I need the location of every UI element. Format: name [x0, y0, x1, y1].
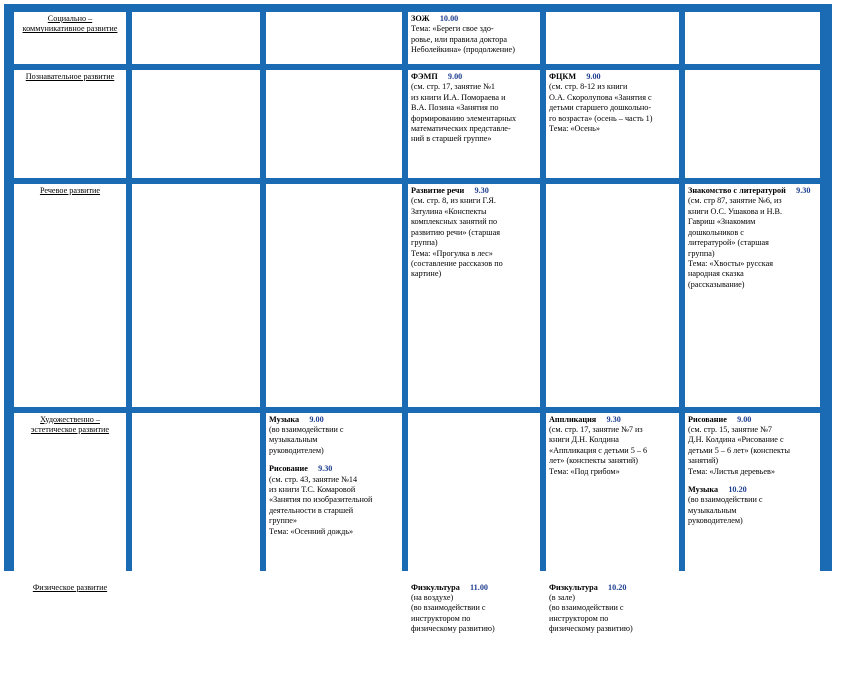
area-label: Художественно – эстетическое развитие: [14, 413, 126, 575]
schedule-cell: [266, 184, 402, 407]
schedule-cell: [408, 581, 540, 689]
activity-block: [269, 464, 399, 537]
activity-title: ЗОЖ: [411, 14, 430, 23]
schedule-cell: [266, 70, 402, 178]
schedule-row: [14, 413, 826, 575]
schedule-row: [14, 12, 826, 64]
schedule-cell: [546, 581, 679, 689]
activity-time: 11.00: [470, 582, 489, 592]
activity-block: [549, 583, 676, 635]
activity-header: [688, 485, 817, 495]
activity-title: Рисование: [269, 464, 308, 474]
schedule-cell: [132, 413, 260, 575]
activity-title: Физкультура: [411, 582, 460, 592]
schedule-cell: [132, 581, 260, 689]
activity-time: 10.20: [608, 582, 627, 592]
activity-title: ФЭМП: [411, 72, 438, 81]
activity-header: [549, 72, 676, 82]
activity-time: 9.30: [796, 186, 811, 196]
activity-time: 10.00: [439, 14, 459, 23]
schedule-cell: [266, 581, 402, 689]
schedule-cell: [546, 184, 679, 407]
activity-time: 9.00: [586, 72, 601, 81]
activity-block: [411, 186, 537, 280]
schedule-cell: [266, 413, 402, 575]
activity-title: Музыка: [688, 485, 719, 495]
schedule-cell: [408, 184, 540, 407]
spacer: [460, 583, 470, 592]
spacer: [299, 415, 309, 424]
activity-title: Физкультура: [549, 582, 598, 592]
schedule-cell: [685, 581, 820, 689]
activity-time: 9.30: [318, 464, 333, 474]
area-label: Речевое развитие: [14, 184, 126, 407]
activity-block: [411, 14, 537, 56]
activity-details: (во взаимодействии с музыкальным руководителем): [269, 425, 344, 455]
activity-header: [688, 415, 817, 425]
activity-block: [688, 485, 817, 527]
activity-header: [269, 415, 399, 425]
activity-block: [549, 415, 676, 477]
schedule-row: [14, 581, 826, 689]
schedule-table: [8, 6, 832, 695]
schedule-cell: [546, 413, 679, 575]
schedule-cell: [685, 70, 820, 178]
activity-block: [549, 72, 676, 134]
schedule-cell: [546, 70, 679, 178]
activity-time: 9.00: [737, 414, 752, 424]
activity-details: (в зале) (во взаимодействии с инструктором по физическому развитию): [549, 593, 633, 634]
activity-details: (см. стр. 17, занятие №1 из книги И.А. Помораева и В.А. Позина «Занятия по формированию элементарных математических представле- ний в старшей группе»: [411, 82, 517, 144]
activity-block: [688, 186, 817, 290]
activity-title: Музыка: [269, 414, 300, 424]
spacer: [598, 583, 608, 592]
activity-details: Тема: «Береги свое здо- ровье, или правила доктора Неболейкина» (продолжение): [411, 24, 515, 55]
activity-title: Знакомство с литературой: [688, 186, 786, 196]
schedule-cell: [266, 12, 402, 64]
activity-title: ФЦКМ: [549, 72, 577, 81]
activity-header: [269, 464, 399, 474]
activity-block: [411, 72, 537, 145]
activity-title: Рисование: [688, 414, 727, 424]
schedule-row: [14, 184, 826, 407]
activity-header: [411, 72, 537, 82]
activity-header: [411, 186, 537, 196]
schedule-cell: [685, 184, 820, 407]
activity-time: 9.00: [309, 414, 324, 424]
activity-time: 9.30: [606, 414, 621, 424]
spacer: [727, 415, 737, 424]
activity-block: [411, 583, 537, 635]
activity-details: (см. стр. 43, занятие №14 из книги Т.С. Комаровой «Занятия по изобразительной деятельности в старшей группе» Тема: «Осенний дождь»: [269, 474, 373, 536]
area-label: Физическое развитие: [14, 581, 126, 689]
activity-header: [688, 186, 817, 196]
activity-header: [549, 583, 676, 593]
activity-details: (см. стр. 15, занятие №7 Д.Н. Колдина «Рисование с детьми 5 – 6 лет» (конспекты занятий) Тема: «Листья деревьев»: [688, 425, 790, 476]
spacer: [718, 485, 728, 494]
spacer: [464, 186, 474, 195]
schedule-cell: [408, 12, 540, 64]
schedule-cell: [408, 70, 540, 178]
schedule-cell: [546, 12, 679, 64]
activity-details: (на воздухе) (во взаимодействии с инструктором по физическому развитию): [411, 593, 495, 634]
spacer: [308, 464, 318, 473]
activity-details: (см. стр. 8-12 из книги О.А. Скоролупова «Занятия с детьми старшего дошкольно- го возраста» (осень – часть 1) Тема: «Осень»: [549, 82, 653, 134]
activity-details: (см. стр. 8, из книги Г.Я. Затулина «Конспекты комплексных занятий по развитию речи» (старшая группа) Тема: «Прогулка в лес» (составление рассказов по картине): [411, 196, 503, 279]
activity-time: 10.20: [728, 485, 747, 495]
activity-title: Развитие речи: [411, 186, 465, 196]
activity-header: [411, 583, 537, 593]
activity-title: Аппликация: [549, 414, 597, 424]
spacer: [430, 14, 440, 23]
spacer: [438, 72, 448, 81]
spacer: [596, 415, 606, 424]
activity-time: 9.30: [474, 186, 489, 196]
schedule-cell: [408, 413, 540, 575]
schedule-cell: [132, 70, 260, 178]
activity-details: (см. стр. 17, занятие №7 из книги Д.Н. Колдина «Аппликация с детьми 5 – 6 лет» (конспекты занятий) Тема: «Под грибом»: [549, 425, 648, 476]
schedule-cell: [132, 184, 260, 407]
area-label: Социально – коммуникативное развитие: [14, 12, 126, 64]
schedule-cell: [685, 413, 820, 575]
schedule-cell: [685, 12, 820, 64]
activity-block: [688, 415, 817, 477]
schedule-row: [14, 70, 826, 178]
activity-header: [411, 14, 537, 24]
activity-details: (см. стр 87, занятие №6, из книги О.С. Ушакова и Н.В. Гавриш «Знакомим дошкольников с литературой» (старшая группа) Тема: «Хвосты» русская народная сказка (рассказывание): [688, 196, 783, 289]
area-label: Познавательное развитие: [14, 70, 126, 178]
schedule-cell: [132, 12, 260, 64]
activity-time: 9.00: [447, 72, 463, 81]
spacer: [786, 186, 796, 195]
spacer: [576, 72, 586, 81]
activity-details: (во взаимодействии с музыкальным руководителем): [688, 495, 763, 526]
activity-block: [269, 415, 399, 457]
activity-header: [549, 415, 676, 425]
